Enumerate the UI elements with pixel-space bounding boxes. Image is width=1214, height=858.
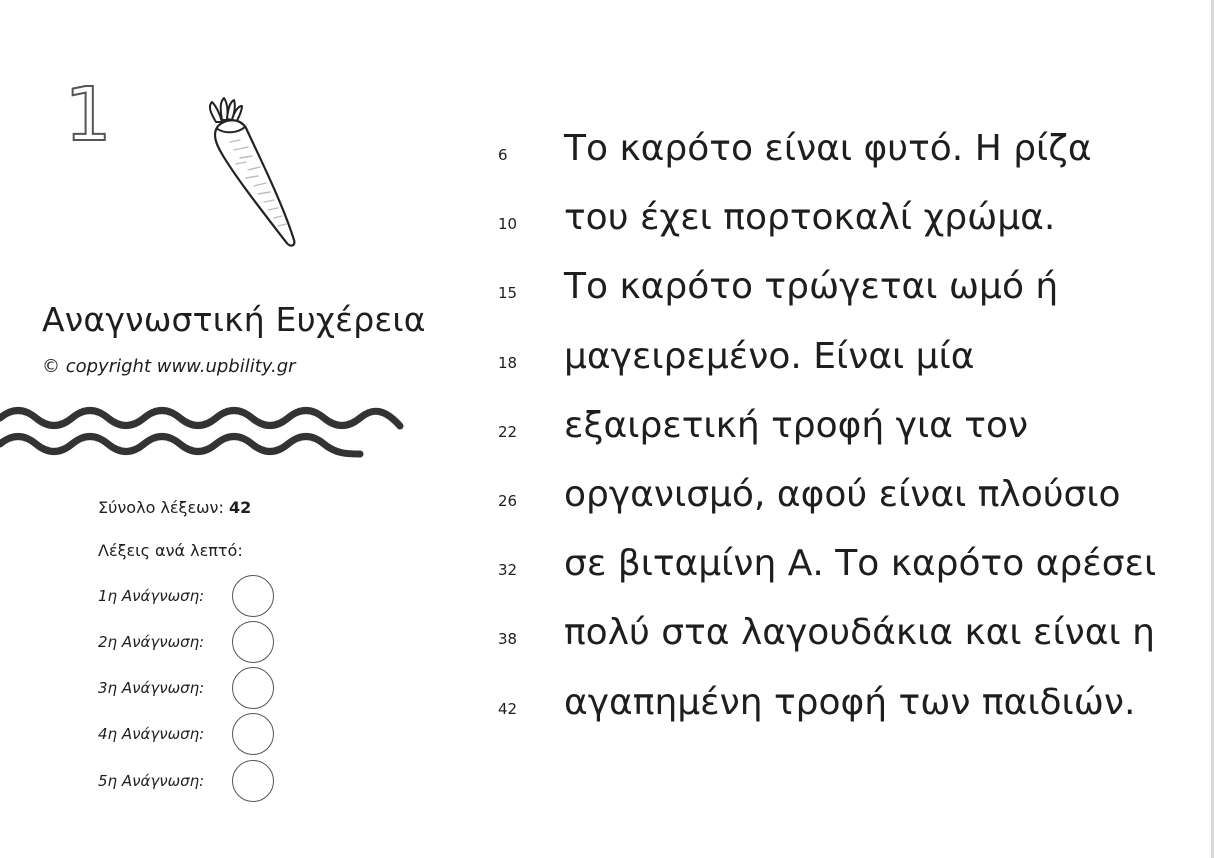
line-text: εξαιρετική τροφή για τον: [564, 405, 1029, 446]
passage-line: [0, 266, 1150, 316]
line-word-count: 38: [498, 630, 518, 648]
passage-line: [0, 682, 1150, 732]
word-count-label: Σύνολο λέξεων:: [98, 498, 224, 517]
line-text: σε βιταμίνη Α. Το καρότο αρέσει: [564, 543, 1157, 584]
passage-line: [0, 474, 1150, 524]
line-text: αγαπημένη τροφή των παιδιών.: [564, 682, 1136, 723]
copyright-text: © copyright www.upbility.gr: [42, 356, 296, 377]
line-text: πολύ στα λαγουδάκια και είναι η: [564, 612, 1155, 653]
reading-label: 2η Ανάγνωση:: [98, 633, 205, 651]
passage-line: [0, 336, 1150, 386]
line-word-count: 18: [498, 354, 518, 372]
page-title: Αναγνωστική Ευχέρεια: [42, 300, 426, 339]
line-word-count: 22: [498, 423, 518, 441]
line-text: Το καρότο τρώγεται ωμό ή: [564, 266, 1059, 307]
passage-line: [0, 128, 1150, 178]
reading-label: 3η Ανάγνωση:: [98, 679, 205, 697]
reading-row-5: [98, 760, 298, 806]
passage-line: [0, 612, 1155, 662]
words-per-minute-label: Λέξεις ανά λεπτό:: [98, 541, 243, 560]
word-count-value: 42: [228, 498, 252, 517]
line-text: Το καρότο είναι φυτό. Η ρίζα: [564, 128, 1092, 169]
reading-label: 5η Ανάγνωση:: [98, 772, 205, 790]
line-text: οργανισμό, αφού είναι πλούσιο: [564, 474, 1121, 515]
passage-line: [0, 405, 1150, 455]
reading-score-circle[interactable]: [232, 760, 274, 802]
line-word-count: 26: [498, 492, 518, 510]
passage-line: [0, 543, 1157, 593]
page-number-text: 1: [64, 78, 112, 150]
reading-label: 4η Ανάγνωση:: [98, 725, 205, 743]
line-text: μαγειρεμένο. Είναι μία: [564, 336, 975, 377]
reading-label: 1η Ανάγνωση:: [98, 587, 205, 605]
passage-line: [0, 197, 1150, 247]
line-word-count: 15: [498, 284, 518, 302]
line-word-count: 42: [498, 700, 518, 718]
line-text: του έχει πορτοκαλί χρώμα.: [564, 197, 1056, 238]
line-word-count: 32: [498, 561, 518, 579]
line-word-count: 6: [498, 146, 508, 164]
line-word-count: 10: [498, 215, 518, 233]
